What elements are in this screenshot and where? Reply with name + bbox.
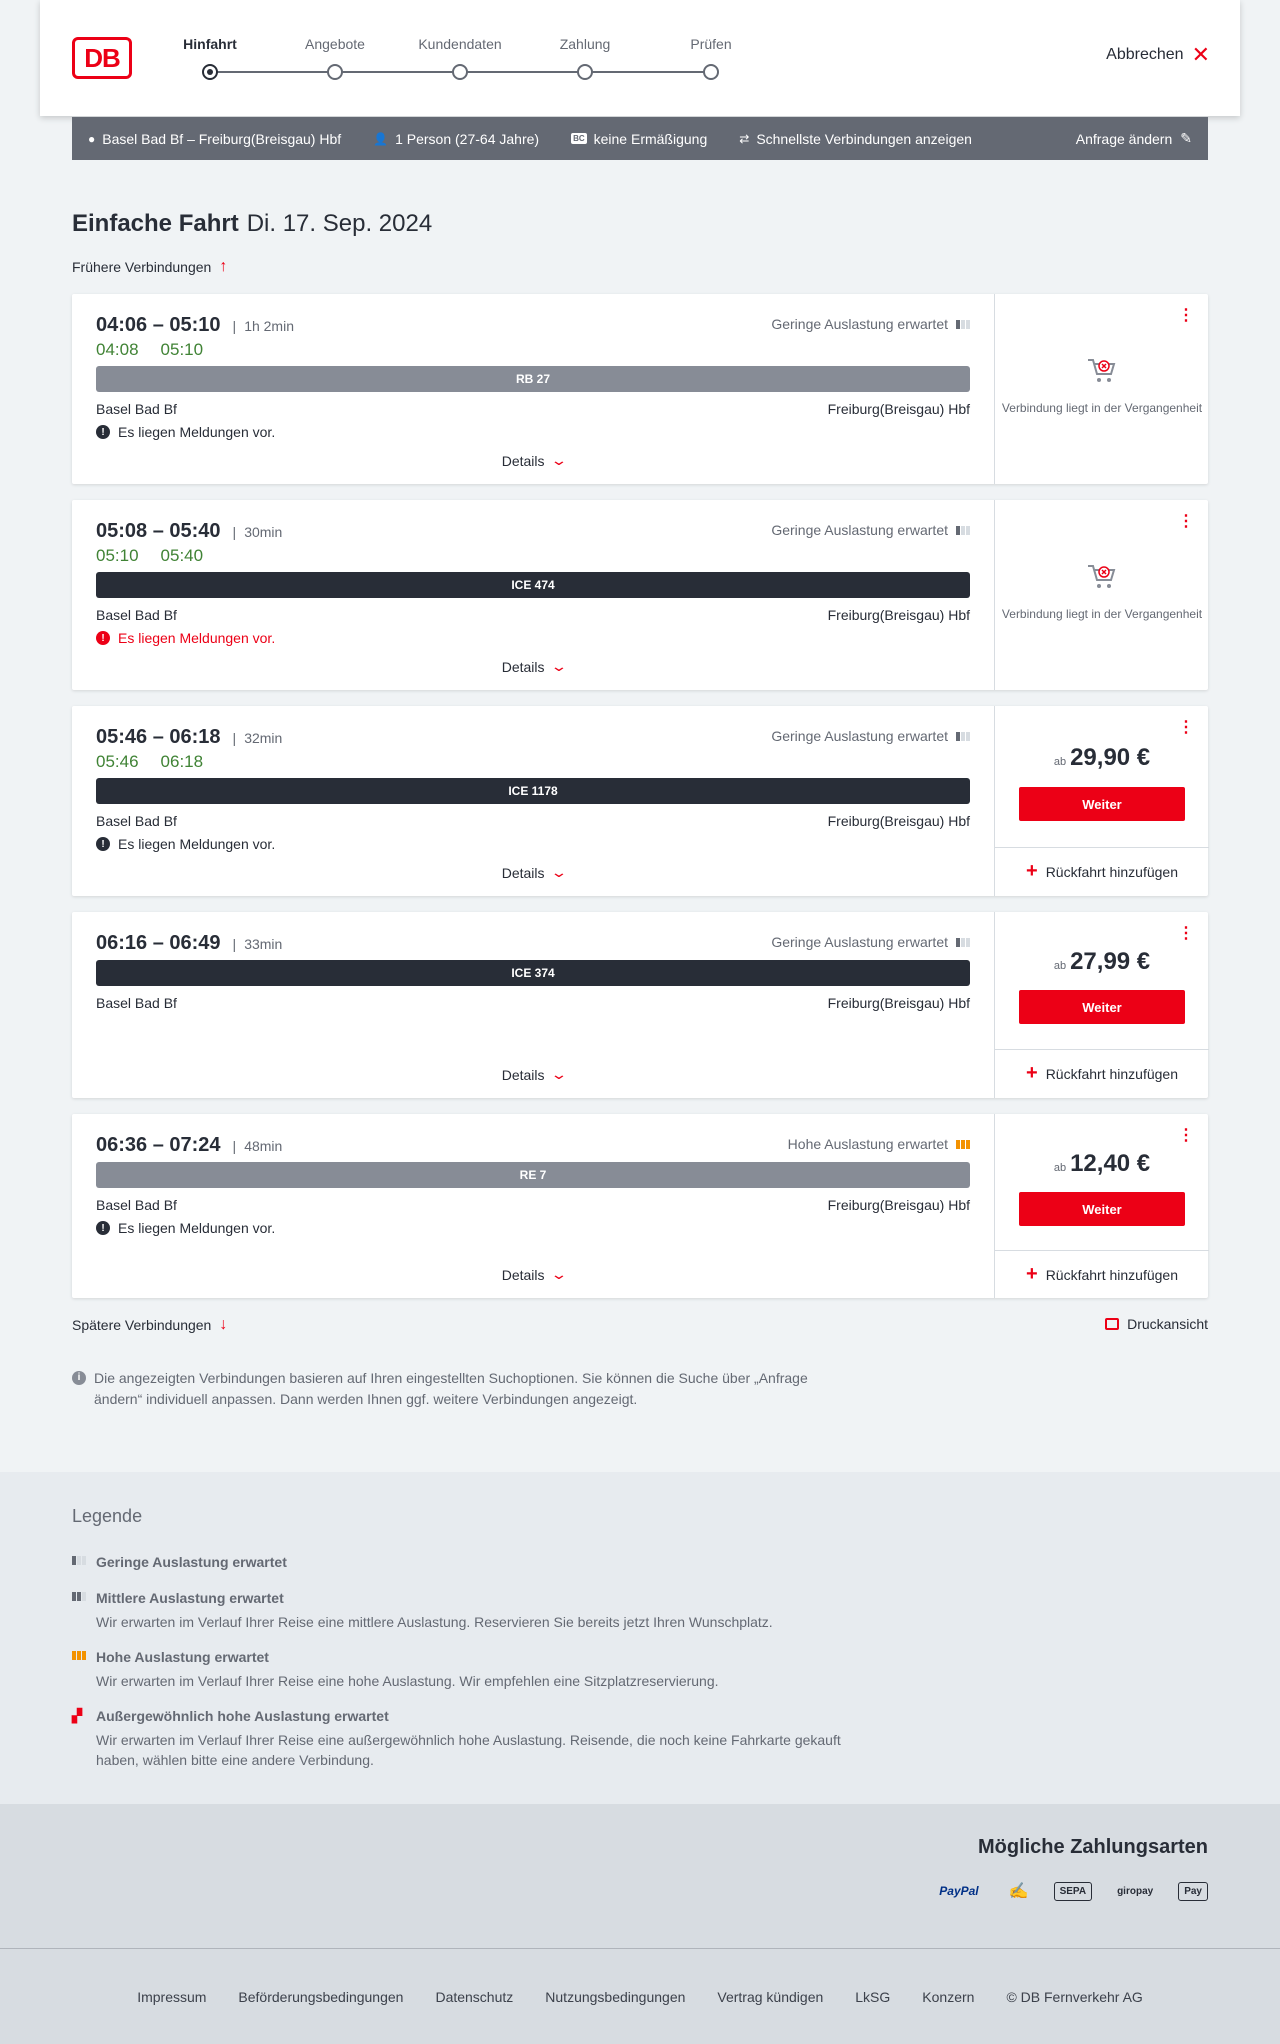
destination-station: Freiburg(Breisgau) Hbf [827, 1197, 970, 1213]
later-connections-link[interactable] [72, 1316, 227, 1334]
details-label: Details [501, 1266, 545, 1283]
train-bar: RE 7 [96, 1162, 970, 1188]
realtime-times [96, 752, 203, 772]
connection-info[interactable] [72, 1114, 994, 1298]
connection-info[interactable] [72, 706, 994, 896]
connection-times: 04:06 – 05:10 | 1h 2min [96, 314, 294, 336]
change-request-button[interactable] [1076, 130, 1192, 147]
step-dot-zahlung [577, 64, 593, 80]
occupancy-label: Geringe Auslastung erwartet [771, 934, 948, 950]
connection-times: 05:46 – 06:18 | 32min [96, 726, 283, 748]
add-return-label: Rückfahrt hinzufügen [1045, 1065, 1178, 1082]
chevron-down-icon: ⌄ [549, 1266, 568, 1282]
route-label: Basel Bad Bf – Freiburg(Breisgau) Hbf [102, 130, 342, 147]
close-icon: ✕ [1191, 42, 1210, 67]
print-view-link[interactable] [1105, 1316, 1208, 1332]
swap-arrows-icon: ⇄ [739, 131, 750, 146]
route-info [88, 131, 341, 147]
discount-info [571, 131, 707, 147]
legend-item-description: Wir erwarten im Verlauf Ihrer Reise eine außergewöhnlich hohe Auslastung. Reisende, die noch keine Fahrkarte gekauft haben, wählen bitte eine andere Verbindung. [96, 1732, 841, 1768]
price [995, 948, 1209, 976]
message-notice [96, 630, 275, 646]
person-icon: 👤 [373, 131, 389, 146]
cart-unavailable-icon [1086, 356, 1118, 386]
planned-times: 04:06 – 05:10 [96, 314, 221, 336]
price [995, 1150, 1209, 1178]
destination-station: Freiburg(Breisgau) Hbf [827, 995, 970, 1011]
travel-date: Di. 17. Sep. 2024 [246, 210, 433, 237]
arrow-down-icon: ↓ [219, 1316, 228, 1333]
connection-info[interactable] [72, 500, 994, 690]
more-options-icon[interactable]: ⋮ [1178, 925, 1194, 942]
more-options-icon[interactable]: ⋮ [1178, 1127, 1194, 1144]
payment-methods-section [0, 1804, 1280, 1948]
offer-panel [994, 706, 1208, 896]
realtime-times [96, 340, 203, 360]
planned-times: 06:36 – 07:24 [96, 1134, 221, 1156]
legend-title: Legende [72, 1506, 143, 1526]
planned-times: 06:16 – 06:49 [96, 932, 221, 954]
persons-label: 1 Person (27-64 Jahre) [395, 130, 540, 147]
earlier-connections-link[interactable] [72, 258, 227, 276]
fastest-label: Schnellste Verbindungen anzeigen [756, 130, 972, 147]
alert-icon: ! [96, 631, 110, 645]
add-return-label: Rückfahrt hinzufügen [1045, 1266, 1178, 1283]
origin-station: Basel Bad Bf [96, 607, 177, 623]
details-toggle[interactable] [72, 452, 994, 469]
realtime-arrival: 05:10 [160, 340, 204, 359]
occupancy-info [771, 316, 970, 332]
add-return-button[interactable] [995, 847, 1209, 895]
occupancy-label: Geringe Auslastung erwartet [771, 316, 948, 332]
arrow-up-icon: ↑ [219, 258, 228, 275]
earlier-label: Frühere Verbindungen [72, 259, 212, 275]
connection-info[interactable] [72, 294, 994, 484]
price-value: 27,99 € [1070, 948, 1151, 975]
offer-panel [994, 1114, 1208, 1298]
plus-icon: + [1026, 1263, 1038, 1285]
connection-times: 05:08 – 05:40 | 30min [96, 520, 283, 542]
occupancy-info [771, 934, 970, 950]
message-notice [96, 836, 275, 852]
step-hinfahrt[interactable]: Hinfahrt [183, 36, 237, 52]
payment-icons [934, 1878, 1208, 1904]
duration: 1h 2min [244, 318, 294, 334]
pencil-icon: ✎ [1180, 130, 1192, 146]
footer-link-impressum[interactable]: Impressum [137, 1988, 207, 2005]
occupancy-label: Geringe Auslastung erwartet [771, 522, 948, 538]
price [995, 744, 1209, 772]
add-return-label: Rückfahrt hinzufügen [1045, 863, 1178, 880]
giropay-icon: giropay [1117, 1885, 1154, 1897]
chevron-down-icon: ⌄ [549, 1066, 568, 1082]
legend-item-title: Außergewöhnlich hohe Auslastung erwartet [96, 1708, 389, 1724]
add-return-button[interactable] [995, 1250, 1209, 1298]
footer-link-konzern[interactable]: Konzern [922, 1988, 975, 2005]
occupancy-very-high-icon: ▞ [72, 1708, 82, 1723]
message-label: Es liegen Meldungen vor. [118, 630, 276, 646]
occupancy-info [771, 728, 970, 744]
payment-title: Mögliche Zahlungsarten [977, 1836, 1208, 1858]
footer-copyright: © DB Fernverkehr AG [1006, 1988, 1143, 2005]
price-prefix: ab [1053, 1162, 1067, 1174]
footer-link-nutzungsbedingungen[interactable]: Nutzungsbedingungen [545, 1988, 686, 2005]
occupancy-high-icon [72, 1651, 86, 1660]
origin-station: Basel Bad Bf [96, 401, 177, 417]
connection-card [72, 1114, 1208, 1298]
connection-card [72, 706, 1208, 896]
price-prefix: ab [1053, 960, 1067, 972]
details-label: Details [501, 1066, 545, 1083]
footer-link-datenschutz[interactable]: Datenschutz [435, 1988, 514, 2005]
add-return-button[interactable] [995, 1049, 1209, 1097]
legend-item [72, 1590, 856, 1632]
details-toggle[interactable] [72, 1066, 994, 1083]
occupancy-label: Geringe Auslastung erwartet [771, 728, 948, 744]
change-request-label: Anfrage ändern [1075, 130, 1173, 147]
occupancy-info [771, 522, 970, 538]
progress-header [40, 0, 1240, 116]
planned-times: 05:46 – 06:18 [96, 726, 221, 748]
occupancy-label: Hohe Auslastung erwartet [787, 1136, 948, 1152]
train-bar: ICE 1178 [96, 778, 970, 804]
page-title [72, 210, 432, 238]
discount-label: keine Ermäßigung [593, 130, 708, 147]
footer [0, 1948, 1280, 2044]
step-dot-angebote [327, 64, 343, 80]
footer-link-lksg[interactable]: LkSG [855, 1988, 891, 2005]
step-dot-pruefen [703, 64, 719, 80]
alert-icon: ! [96, 837, 110, 851]
legend-item-title: Geringe Auslastung erwartet [96, 1554, 287, 1570]
step-zahlung: Zahlung [559, 36, 611, 52]
paypal-icon: PayPal [939, 1884, 979, 1898]
trip-type: Einfache Fahrt [72, 210, 239, 237]
cart-unavailable-icon [1086, 562, 1118, 592]
duration: 30min [244, 524, 283, 540]
continue-button[interactable]: Weiter [1019, 1192, 1185, 1226]
legend-item-description: Wir erwarten im Verlauf Ihrer Reise eine hohe Auslastung. Wir empfehlen eine Sitzplatzreservierung. [96, 1673, 719, 1689]
more-options-icon[interactable]: ⋮ [1178, 719, 1194, 736]
offer-panel [994, 500, 1208, 690]
realtime-arrival: 05:40 [160, 546, 204, 565]
occupancy-low-icon [956, 320, 970, 329]
persons-info [373, 131, 539, 147]
past-connection-notice: Verbindung liegt in der Vergangenheit [1001, 607, 1203, 621]
connection-times: 06:36 – 07:24 | 48min [96, 1134, 283, 1156]
bahncard-icon: BC [573, 134, 585, 143]
credit-card-icon: ✍ [1008, 1883, 1029, 1900]
details-label: Details [501, 452, 545, 469]
fastest-info [739, 131, 972, 147]
search-info-text: Die angezeigten Verbindungen basieren auf Ihren eingestellten Suchoptionen. Sie können die Suche über „Anfrage ändern“ individuell anpassen. Dann werden Ihnen ggf. weitere Verbindungen angezeigt. [94, 1370, 808, 1407]
details-label: Details [501, 658, 545, 675]
sepa-icon: SEPA [1054, 1882, 1093, 1901]
message-label: Es liegen Meldungen vor. [118, 836, 276, 852]
legend-section [0, 1472, 1280, 1804]
duration: 32min [244, 730, 283, 746]
realtime-departure: 04:08 [96, 340, 139, 359]
message-label: Es liegen Meldungen vor. [118, 424, 276, 440]
legend-item [72, 1649, 856, 1691]
query-summary-bar [72, 117, 1208, 160]
occupancy-low-icon [956, 526, 970, 535]
train-bar: ICE 474 [96, 572, 970, 598]
footer-link-vertrag-kuendigen[interactable]: Vertrag kündigen [717, 1988, 824, 2005]
legend-item-description: Wir erwarten im Verlauf Ihrer Reise eine mittlere Auslastung. Reservieren Sie bereits jetzt Ihren Wunschplatz. [96, 1614, 773, 1630]
offer-panel [994, 294, 1208, 484]
connection-card [72, 912, 1208, 1098]
legend-item [72, 1554, 287, 1570]
offer-panel [994, 912, 1208, 1098]
price-value: 12,40 € [1070, 1150, 1151, 1177]
more-options-icon[interactable]: ⋮ [1178, 513, 1194, 530]
continue-button[interactable]: Weiter [1019, 787, 1185, 821]
legend-item-title: Hohe Auslastung erwartet [96, 1649, 269, 1665]
cancel-button[interactable] [1106, 42, 1210, 67]
chevron-down-icon: ⌄ [549, 864, 568, 880]
duration: 48min [244, 1138, 283, 1154]
printer-icon [1105, 1318, 1119, 1330]
step-dot-kundendaten [452, 64, 468, 80]
price-prefix: ab [1053, 756, 1067, 768]
origin-station: Basel Bad Bf [96, 813, 177, 829]
realtime-times [96, 546, 203, 566]
destination-station: Freiburg(Breisgau) Hbf [827, 401, 970, 417]
print-label: Druckansicht [1127, 1316, 1208, 1332]
occupancy-low-icon [72, 1556, 86, 1565]
footer-link-befoerderungsbedingungen[interactable]: Beförderungsbedingungen [238, 1988, 404, 2005]
apple-pay-icon: Pay [1178, 1882, 1208, 1901]
message-notice [96, 1220, 275, 1236]
alert-icon: ! [96, 1221, 110, 1235]
step-kundendaten: Kundendaten [418, 36, 502, 52]
occupancy-low-icon [956, 938, 970, 947]
connection-card [72, 294, 1208, 484]
details-toggle[interactable] [72, 864, 994, 881]
train-bar: ICE 374 [96, 960, 970, 986]
progress-steps [40, 0, 1240, 116]
occupancy-high-icon [956, 1140, 970, 1149]
connection-times: 06:16 – 06:49 | 33min [96, 932, 283, 954]
search-info-note [72, 1368, 852, 1410]
duration: 33min [244, 936, 283, 952]
info-icon: i [72, 1371, 86, 1385]
price-value: 29,90 € [1070, 744, 1151, 771]
realtime-arrival: 06:18 [160, 752, 204, 771]
legend-item-title: Mittlere Auslastung erwartet [96, 1590, 284, 1606]
past-connection-notice: Verbindung liegt in der Vergangenheit [1001, 401, 1203, 415]
step-pruefen: Prüfen [690, 36, 732, 52]
origin-station: Basel Bad Bf [96, 1197, 177, 1213]
more-options-icon[interactable]: ⋮ [1178, 307, 1194, 324]
legend-item [72, 1708, 856, 1770]
occupancy-info [788, 1136, 970, 1152]
step-angebote: Angebote [305, 36, 365, 52]
occupancy-medium-icon [72, 1592, 86, 1601]
destination-station: Freiburg(Breisgau) Hbf [827, 813, 970, 829]
db-logo[interactable]: DB [72, 37, 132, 79]
details-toggle[interactable] [72, 1266, 994, 1283]
alert-icon: ! [96, 425, 110, 439]
occupancy-low-icon [956, 732, 970, 741]
plus-icon: + [1026, 1062, 1038, 1084]
train-bar: RB 27 [96, 366, 970, 392]
message-notice [96, 424, 275, 440]
details-label: Details [501, 864, 545, 881]
details-toggle[interactable] [72, 658, 994, 675]
cancel-label: Abbrechen [1106, 46, 1184, 63]
origin-station: Basel Bad Bf [96, 995, 177, 1011]
connection-card [72, 500, 1208, 690]
destination-station: Freiburg(Breisgau) Hbf [827, 607, 970, 623]
planned-times: 05:08 – 05:40 [96, 520, 221, 542]
step-dot-hinfahrt [202, 64, 218, 80]
chevron-down-icon: ⌄ [549, 452, 568, 468]
plus-icon: + [1026, 860, 1038, 882]
realtime-departure: 05:10 [96, 546, 139, 565]
message-label: Es liegen Meldungen vor. [118, 1220, 276, 1236]
connection-info[interactable] [72, 912, 994, 1098]
chevron-down-icon: ⌄ [549, 658, 568, 674]
later-label: Spätere Verbindungen [72, 1317, 212, 1333]
continue-button[interactable]: Weiter [1019, 990, 1185, 1024]
realtime-departure: 05:46 [96, 752, 139, 771]
location-pin-icon: ● [88, 131, 96, 146]
